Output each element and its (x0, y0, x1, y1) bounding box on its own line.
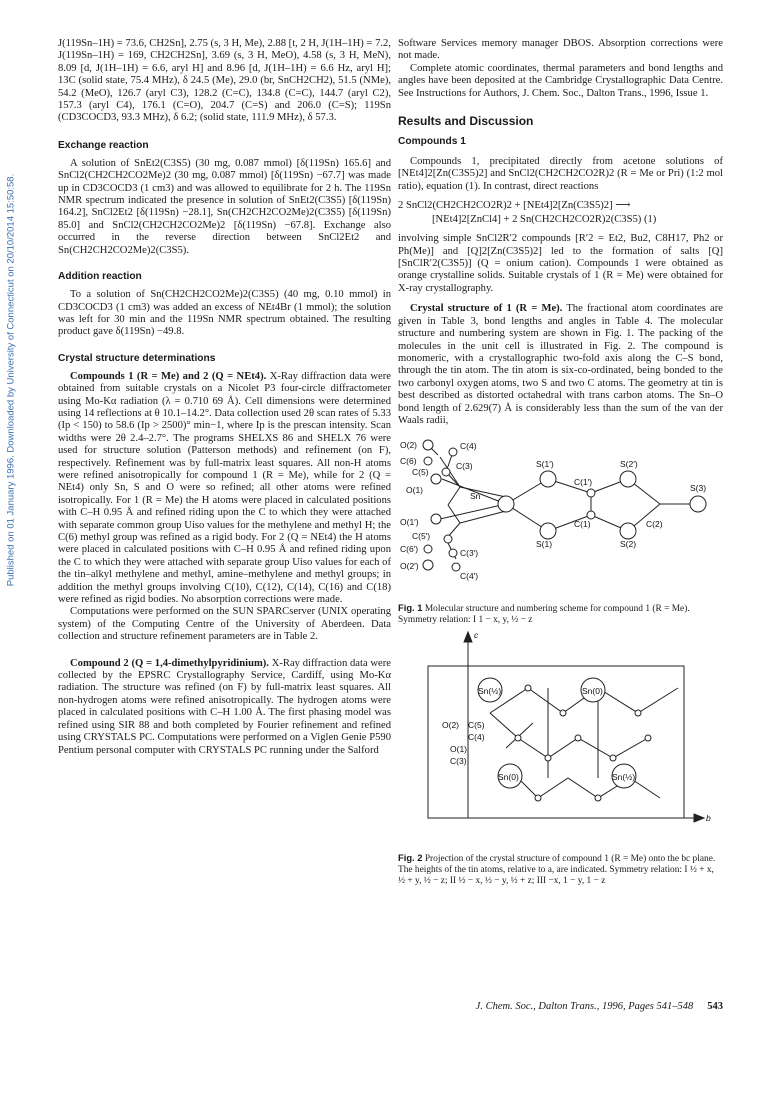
fig1-label: C(5′) (412, 531, 431, 542)
fig1-label: S(2) (620, 539, 637, 550)
fig1-label: C(1′) (574, 477, 593, 488)
fig1-label: C(1) (574, 519, 591, 530)
compounds-1-2-lead: Compounds 1 (R = Me) and 2 (Q = NEt4). (70, 370, 267, 382)
journal-citation: J. Chem. Soc., Dalton Trans., 1996, Pages 541–548 (475, 1001, 694, 1012)
fig2-label: Sn(0) (498, 771, 519, 782)
fig2-label: C(5) (468, 719, 485, 730)
crystal-structure-lead: Crystal structure of 1 (R = Me). (410, 303, 563, 315)
fig1-label: C(3) (456, 461, 473, 472)
figure-1-molecule-drawing (398, 427, 723, 597)
involving-paragraph: involving simple SnCl2R′2 compounds [R′2 = Et2, Bu2, C8H17, Ph2 or Ph(Me)] and [Q]2[Zn(C3S5)2] led to the formation of salts [Q][SnClR′2(C3S5)] (Q = onium cation). Compounds 1 were obtained as orange crystalline solids. Suitable crystals of 1 (R = Me) were obtained for X-ray crystallography. (398, 233, 723, 294)
fig1-label: C(5) (412, 467, 429, 478)
figure-2-caption-lead: Fig. 2 (398, 852, 423, 864)
publication-watermark: Published on 01 January 1996. Downloaded by University of Connecticut on 20/10/2014 15:50:58. (5, 173, 17, 587)
b-axis-arrow-icon (694, 814, 704, 822)
page-footer (398, 1001, 723, 1012)
fig1-label: C(2) (646, 519, 663, 530)
page-number: 543 (707, 1001, 723, 1012)
left-column (58, 38, 391, 757)
equation-line-1: 2 SnCl2(CH2CH2CO2R)2 + [NEt4]2[Zn(C3S5)2] ⟶ (398, 200, 631, 212)
equation-line-2: [NEt4]2[ZnCl4] + 2 Sn(CH2CH2CO2R)2(C3S5) (1) (432, 214, 657, 226)
compounds-1-2-text: X-Ray diffraction data were obtained from suitable crystals on a Nicolet P3 four-circle diffractometer using Mo-Kα radiation (λ = 0.710 69 Å). Cell dimensions were determined using 14 reflections at θ 10.1–14.2°. Data collection used 2θ scan rates of 5.33 (Ip < 150) to 58.6 (Ip > 2500)° min−1, where Ip is the prescan intensity. Scan widths were 2θ 2.4–2.7°. The programs SHELXS 86 and SHELX 76 were used for structure solution (Patterson methods) and refinement (on F), respectively. Refinement was by full-matrix least squares. All non-H atoms were refined anisotropically for compound 1 (R = Me), while for 2 (Q = NEt4) only Sn, S and O were so refined; all other atoms were refined isotropically. For 1 (R = Me) the H atoms were placed in calculated positions with C–H 0.95 Å and refined riding upon the C to which they were attached with separate common group Uiso values for the methylene and methyl H; the C(6) methyl group was refined as a rigid body. For 2 (Q = NEt4) the H atoms were placed in calculated positions with C–H 0.95 Å and refined riding upon the C to which they were attached with separate group Uiso values for each of the tin–alkyl methylene and methyl, amine–methylene and methyl groups; in addition the methyl groups involving C(10), C(12), C(14), C(16) and C(18) were refined as rigid bodies. No absorption corrections were made. (58, 370, 391, 606)
fig1-label: Sn (470, 491, 481, 502)
fig1-label: O(1) (406, 485, 423, 496)
figure-1-caption (398, 602, 723, 626)
figure-1-caption-lead: Fig. 1 (398, 601, 423, 613)
fig1-label: C(3′) (460, 548, 479, 559)
fig2-label: O(2) (442, 719, 459, 730)
figure-1-caption-text: Molecular structure and numbering scheme for compound 1 (R = Me). Symmetry relation: I 1 − x, y, ½ − z (398, 603, 690, 625)
heading-crystal-structure-determinations: Crystal structure determinations (58, 352, 216, 364)
compounds-paragraph: Compounds 1, precipitated directly from acetone solutions of [NEt4]2[Zn(C3S5)2] and SnCl2(CH2CH2CO2R)2 (R = Me or Pri) (1:2 mol ratio), equation (1). In contrast, direct reactions (398, 156, 723, 192)
compound-2-paragraph (58, 658, 391, 757)
fig1-label: C(6) (400, 456, 417, 467)
compounds-1-2-paragraph (58, 371, 391, 607)
fig1-label: S(2′) (620, 459, 638, 470)
figure-1 (398, 427, 723, 625)
fig2-label: Sn(½) (612, 771, 636, 782)
fig1-label: S(3) (690, 483, 707, 494)
computations-paragraph: Computations were performed on the SUN SPARCserver (UNIX operating system) of the Computing Centre of the University of Aberdeen. Data collection and structure refinement parameters are in Table 2. (58, 606, 391, 643)
deposition-paragraph: Complete atomic coordinates, thermal parameters and bond lengths and angles have been deposited at the Cambridge Crystallographic Data Centre. See Instructions for Authors, J. Chem. Soc., Dalton Trans., 1996, Issue 1. (398, 62, 723, 99)
software-paragraph: Software Services memory manager DBOS. Absorption corrections were not made. (398, 38, 723, 62)
fig1-label: C(4) (460, 441, 477, 452)
fig1-label: C(6′) (400, 544, 419, 555)
fig2-label: C(4) (468, 731, 485, 742)
figure-2-caption-text: Projection of the crystal structure of compound 1 (R = Me) onto the bc plane. The heights of the tin atoms, relative to a, are indicated. Symmetry relation: I ½ + x, ½ + y, ½ − z; II ½ − x, ½ − y, ½ + z; III −x, 1 − y, 1 − z (398, 854, 716, 887)
fig1-label: O(2′) (400, 561, 419, 572)
fig1-label: S(1′) (536, 459, 554, 470)
equation-1 (398, 199, 723, 227)
figure-2-packing-drawing (398, 628, 723, 848)
compound-2-lead: Compound 2 (Q = 1,4-dimethylpyridinium). (70, 657, 269, 669)
fig2-label: b (706, 812, 711, 823)
fig1-label: O(2) (400, 440, 417, 451)
crystal-structure-text: The fractional atom coordinates are given in Table 3, bond lengths and angles in Table 4. The molecular structure and numbering system are shown in Fig. 1. The packing of the molecules in the unit cell is illustrated in Fig. 2. The compound is monomeric, with a crystallographic two-fold axis along the C–S bond, through the tin atom. The tin atom is six-co-ordinated, being bonded to the two carbonyl oxygen atoms, two S and two C atoms. The geometry at tin is best described as distorted octahedral with trans carbon atoms. The Sn–O bond length of 2.629(7) Å is considerably less than the sum of the van der Waals radii, (398, 303, 723, 426)
fig2-label: Sn(0) (582, 685, 603, 696)
heading-addition-reaction: Addition reaction (58, 271, 142, 283)
right-column (398, 38, 723, 887)
compound-2-text: X-Ray diffraction data were collected by the EPSRC Crystallography Service, Cardiff, using Mo-Kα radiation. The structure was refined (on F) by full-matrix least squares. All non-hydrogen atoms were refined anisotropically. The hydrogen atoms were placed in calculated positions with C–H 1.00 Å. The first phasing model was refined using SIR 88 and both completed by Fourier refinement and refined using CRYSTALS PC. Computations were performed on a Viglen Genie P590 Pentium personal computer with CRYSTALS PC running under the Salford (58, 657, 391, 756)
figure-2-caption (398, 852, 723, 887)
c-axis-arrow-icon (464, 632, 472, 642)
addition-paragraph: To a solution of Sn(CH2CH2CO2Me)2(C3S5) (40 mg, 0.10 mmol) in CD3COCD3 (1 cm3) was added an excess of NEt4Br (1 mmol); the solution was left for 30 min and the 119Sn NMR spectrum obtained. The resulting product gave δ(119Sn) −49.8. (58, 289, 391, 338)
figure-2 (398, 628, 723, 887)
fig1-label: C(4′) (460, 571, 479, 582)
publication-sidebar (0, 0, 22, 1104)
fig1-label: S(1) (536, 539, 553, 550)
exchange-paragraph: A solution of SnEt2(C3S5) (30 mg, 0.087 mmol) [δ(119Sn) 165.6] and SnCl2(CH2CH2CO2Me)2 (30 mg, 0.087 mmol) [δ(119Sn) −67.7] was made up in CD3COCD3 (1 cm3) and was allowed to equilibrate for 2 h. The 119Sn NMR spectrum indicated the presence in solution of SnEt2(C3S5) [δ(119Sn) 164.2], SnCl2Et2 [δ(119Sn) −28.1], Sn(CH2CH2CO2Me)2(C3S5) [δ(119Sn) 85.0] and SnCl2(CH2CH2CO2Me)2 [δ(119Sn) −67.8]. Exchange also occurred in the reverse direction between SnCl2Et2 and Sn(CH2CH2CO2Me)2(C3S5). (58, 157, 391, 256)
heading-compounds-1: Compounds 1 (398, 136, 466, 148)
heading-results-discussion: Results and Discussion (398, 114, 534, 129)
fig2-label: O(1) (450, 743, 467, 754)
fig2-label: C(3) (450, 755, 467, 766)
unit-cell-outline (428, 666, 684, 818)
heading-exchange-reaction: Exchange reaction (58, 139, 149, 151)
nmr-data-paragraph: J(119Sn–1H) = 73.6, CH2Sn], 2.75 (s, 3 H, Me), 2.88 [t, 2 H, J(1H–1H) = 7.2, J(119Sn–1H) = 169, CH2CH2Sn], 3.69 (s, 3 H, MeO), 4.58 (s, 3 H, MeN), 8.09 [d, J(1H–1H) = 6.6, aryl H] and 8.96 [d, J(1H–1H) = 6.6 Hz, aryl H]; 13C (solid state, 75.4 MHz), δ 24.5 (Me), 29.0 (br, SnCH2CH2), 51.5 (NMe), 54.2 (MeO), 126.7 (aryl C3), 128.2 (C=C), 134.8 (C=C), 144.7 (aryl C2), 157.3 (aryl C4), 176.1 (C=O), 204.7 (C=S) and 206.0 (C=S); 119Sn (CD3COCD3, 93.3 MHz), δ 6.2; (solid state, 111.9 MHz), δ 57.3. (58, 38, 391, 124)
fig1-label: O(1′) (400, 517, 419, 528)
crystal-structure-paragraph (398, 303, 723, 427)
fig2-label: c (474, 629, 479, 640)
fig2-label: Sn(½) (478, 685, 502, 696)
